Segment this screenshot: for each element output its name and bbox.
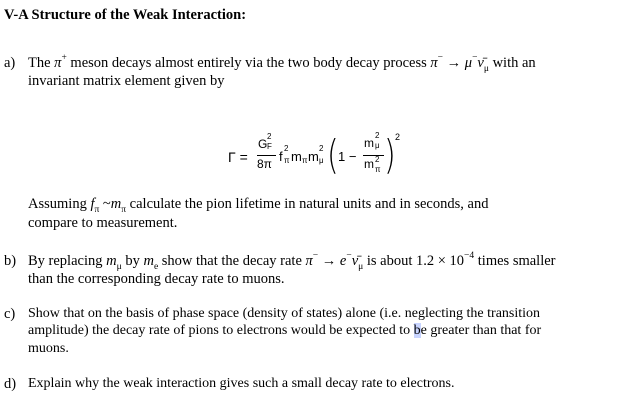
- formula-gf-sup: 2: [267, 132, 272, 141]
- text-selection-highlight: b: [413, 323, 421, 338]
- pi-symbol: π: [54, 55, 62, 71]
- assume-m-sub: π: [121, 204, 127, 215]
- assume-text-2: calculate the pion lifetime in natural units and in seconds, and: [126, 196, 489, 212]
- formula-right-paren: ): [384, 132, 396, 180]
- process-pi: π: [430, 55, 438, 71]
- part-a-line-3: [28, 196, 488, 213]
- m-mu: m: [106, 253, 117, 269]
- part-c-line-3: muons.: [28, 341, 69, 356]
- part-b-line-1: [28, 253, 556, 270]
- formula-f-sub: π: [284, 156, 290, 165]
- b-arrow: →: [318, 253, 340, 269]
- formula-m2-sup: 2: [319, 144, 324, 153]
- formula-ratio-den-sup: 2: [375, 155, 380, 164]
- b-nu-sub: μ: [358, 261, 364, 272]
- part-a-line-2: invariant matrix element given by: [28, 73, 225, 89]
- process-mu-charge: −: [472, 53, 478, 64]
- b-exponent: −4: [464, 251, 475, 262]
- part-b-text-2: by: [121, 253, 144, 269]
- part-a-line-4: compare to measurement.: [28, 215, 178, 231]
- part-c-line-1: Show that on the basis of phase space (density of states) alone (i.e. neglecting the transition: [28, 306, 541, 321]
- b-nu: ν̄: [351, 253, 359, 269]
- formula-fraction-bar: [257, 155, 276, 156]
- part-b-text-3: show that the decay rate: [158, 253, 306, 269]
- part-a-text-1: The: [28, 55, 55, 71]
- assume-tilde: ~: [99, 196, 111, 212]
- assume-m: m: [110, 196, 122, 212]
- m-mu-sub: μ: [116, 261, 122, 272]
- assume-f: f: [90, 196, 95, 212]
- part-c-line-2: [28, 323, 541, 339]
- assume-f-sub: π: [94, 204, 100, 215]
- process-mu: μ: [464, 55, 473, 71]
- formula-outer-exponent: 2: [395, 132, 401, 142]
- part-b-marker: b): [4, 253, 17, 269]
- part-a-marker: a): [4, 55, 16, 71]
- decay-arrow: →: [443, 55, 465, 71]
- formula-den: 8π: [257, 157, 272, 171]
- formula-ratio-den: m: [364, 157, 374, 171]
- b-pi-charge: −: [312, 251, 319, 262]
- formula-f: f: [279, 149, 283, 164]
- part-a-text-2: meson decays almost entirely via the two body decay process: [66, 55, 431, 71]
- formula-left-paren: (: [327, 132, 339, 180]
- part-d-line-1: Explain why the weak interaction gives such a small decay rate to electrons.: [28, 376, 455, 391]
- decay-rate-formula: [214, 128, 414, 190]
- formula-m2: m: [308, 149, 319, 164]
- formula-f-sup: 2: [284, 144, 289, 153]
- part-d-marker: d): [4, 376, 17, 392]
- m-e-sub: e: [153, 261, 159, 272]
- formula-gamma: Γ =: [228, 149, 248, 165]
- process-pi-charge: −: [437, 53, 444, 64]
- b-e: e: [339, 253, 347, 269]
- formula-m1-sub: π: [302, 156, 308, 165]
- process-nu-flavor: μ: [483, 63, 489, 74]
- page-title: V-A Structure of the Weak Interaction:: [4, 7, 247, 23]
- assume-text-1: Assuming: [28, 196, 91, 212]
- part-b-text-1: By replacing: [28, 253, 107, 269]
- formula-ratio-num-sup: 2: [375, 131, 380, 140]
- formula-ratio-den-sub: π: [375, 165, 381, 174]
- part-c-text-2b: e greater than that for: [420, 323, 542, 338]
- formula-ratio-num-sub: μ: [375, 141, 380, 150]
- part-a-line-1: [28, 55, 536, 72]
- formula-ratio-num: m: [364, 136, 374, 150]
- part-b-text-4: is about 1.2 × 10: [363, 253, 465, 269]
- formula-m1: m: [291, 149, 302, 164]
- formula-m2-sub: μ: [319, 156, 324, 165]
- plus-superscript: +: [61, 53, 67, 64]
- process-nu: ν̄: [477, 55, 484, 71]
- formula-one-minus: 1 −: [338, 149, 357, 164]
- part-b-text-5: times smaller: [474, 253, 556, 269]
- b-pi: π: [305, 253, 313, 269]
- part-b-line-2: than the corresponding decay rate to muons.: [28, 271, 285, 287]
- formula-gf-sub: F: [267, 142, 272, 151]
- b-e-charge: −: [346, 251, 352, 262]
- part-c-marker: c): [4, 306, 16, 322]
- part-c-text-2a: amplitude) the decay rate of pions to electrons would be expected to: [28, 323, 414, 338]
- part-a-text-3: with an: [488, 55, 536, 71]
- formula-gf: G: [258, 137, 268, 151]
- formula-ratio-bar: [363, 155, 384, 156]
- m-e: m: [143, 253, 154, 269]
